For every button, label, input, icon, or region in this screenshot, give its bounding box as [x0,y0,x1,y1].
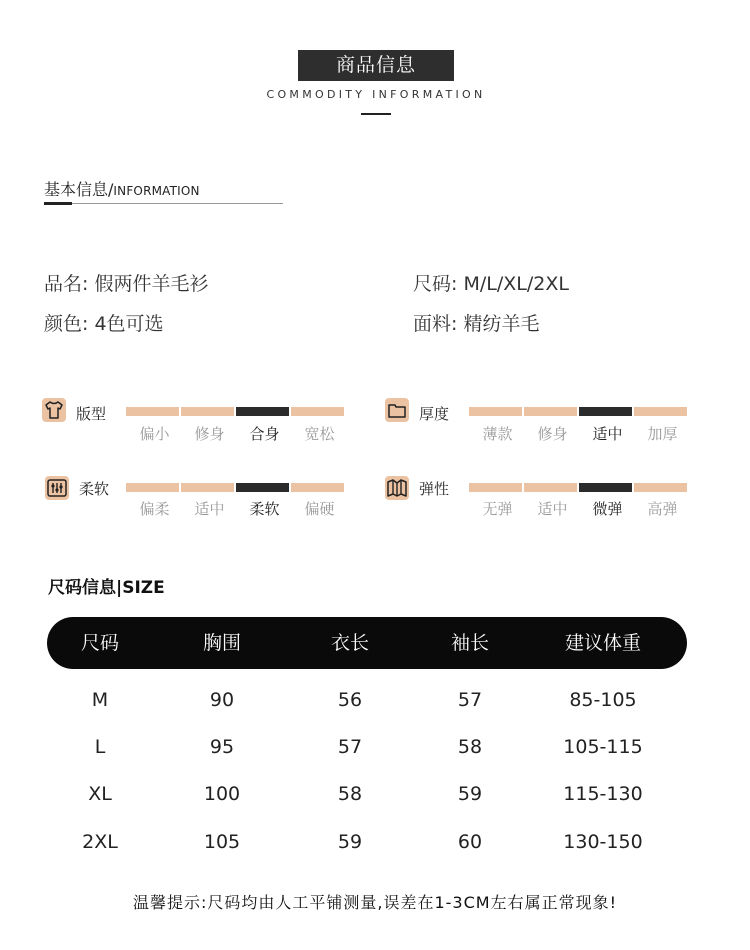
size-col-size: 尺码 [80,632,119,654]
size-cell: 115-130 [563,783,643,805]
attr-elasticity-bar-2 [579,483,632,492]
size-cell: L [94,736,106,758]
size-heading: 尺码信息|SIZE [48,578,165,598]
attr-softness-option-3: 偏硬 [304,500,335,518]
attr-elasticity-bar-1 [524,483,577,492]
color-value: 4色可选 [94,313,164,335]
size-cell: 59 [337,831,363,853]
attr-thickness-label: 厚度 [419,405,450,423]
size-label: 尺码: [413,273,458,295]
attr-thickness-bar-2 [579,407,632,416]
attr-softness-option-0: 偏柔 [139,500,170,518]
attr-fit-bar-2 [236,407,289,416]
size-cell: 56 [337,689,363,711]
attr-thickness [385,398,409,422]
attr-elasticity [385,476,409,500]
attr-thickness-option-1: 修身 [537,425,568,443]
basic-info-divider [44,203,283,204]
basic-info-heading-cn: 基本信息 [44,180,109,199]
fabric-value: 精纺羊毛 [463,313,540,335]
product-name-value: 假两件羊毛衫 [94,273,209,295]
size-cell: 90 [209,689,235,711]
measurement-tip: 温馨提示:尺码均由人工平铺测量,误差在1-3CM左右属正常现象! [132,893,617,912]
softness-icon [45,476,69,500]
size-col-chest: 胸围 [202,632,241,654]
size-cell: 58 [337,783,363,805]
attr-fit-bar-1 [181,407,234,416]
attr-softness-label: 柔软 [79,480,110,498]
attr-softness [45,476,69,500]
size-value: M/L/XL/2XL [463,273,569,295]
page-subtitle: COMMODITY INFORMATION [266,88,486,101]
color-label: 颜色: [44,313,89,335]
size-cell: 130-150 [563,831,643,853]
attr-elasticity-option-2: 微弹 [592,500,623,518]
color-row [44,309,164,336]
attr-thickness-option-0: 薄款 [482,425,513,443]
attr-elasticity-bar-3 [634,483,687,492]
size-col-weight: 建议体重 [564,632,641,654]
title-divider [361,113,391,115]
attr-softness-bar-3 [291,483,344,492]
product-name-row [44,269,208,296]
tshirt-icon [42,398,66,422]
attr-fit-option-0: 偏小 [139,425,170,443]
size-cell: 57 [457,689,483,711]
size-cell: 105 [203,831,241,853]
attr-thickness-option-3: 加厚 [647,425,678,443]
size-cell: 2XL [82,831,118,853]
attr-elasticity-option-0: 无弹 [482,500,513,518]
size-col-length: 衣长 [330,632,369,654]
fabric-row [413,309,539,336]
attr-fit-option-2: 合身 [249,425,280,443]
basic-info-heading-en: INFORMATION [113,184,200,198]
fabric-label: 面料: [413,313,458,335]
attr-elasticity-option-1: 适中 [537,500,568,518]
attr-softness-bar-2 [236,483,289,492]
basic-info-heading-sep: / [108,180,114,199]
basic-info-heading [44,177,200,200]
size-cell: 85-105 [569,689,637,711]
page-title: 商品信息 [298,50,454,81]
attr-softness-bar-0 [126,483,179,492]
attr-softness-option-1: 适中 [194,500,225,518]
product-name-label: 品名: [44,273,89,295]
attr-softness-bar-1 [181,483,234,492]
attr-fit-bar-0 [126,407,179,416]
attr-thickness-bar-1 [524,407,577,416]
basic-info-divider-accent [44,202,72,205]
attr-fit-option-1: 修身 [194,425,225,443]
elastic-icon [385,476,409,500]
size-cell: 58 [457,736,483,758]
size-col-sleeve: 袖长 [450,632,489,654]
attr-fit [42,398,66,422]
folder-icon [385,398,409,422]
size-row [413,269,569,296]
size-cell: 57 [337,736,363,758]
attr-elasticity-bar-0 [469,483,522,492]
attr-fit-label: 版型 [76,405,107,423]
attr-thickness-bar-3 [634,407,687,416]
size-cell: 105-115 [563,736,643,758]
size-cell: 60 [457,831,483,853]
size-cell: M [91,689,109,711]
attr-thickness-option-2: 适中 [592,425,623,443]
attr-fit-option-3: 宽松 [304,425,335,443]
size-cell: 100 [203,783,241,805]
attr-thickness-bar-0 [469,407,522,416]
attr-softness-option-2: 柔软 [249,500,280,518]
size-cell: XL [88,783,112,805]
attr-elasticity-label: 弹性 [419,480,450,498]
attr-elasticity-option-3: 高弹 [647,500,678,518]
attr-fit-bar-3 [291,407,344,416]
size-cell: 95 [209,736,235,758]
size-cell: 59 [457,783,483,805]
